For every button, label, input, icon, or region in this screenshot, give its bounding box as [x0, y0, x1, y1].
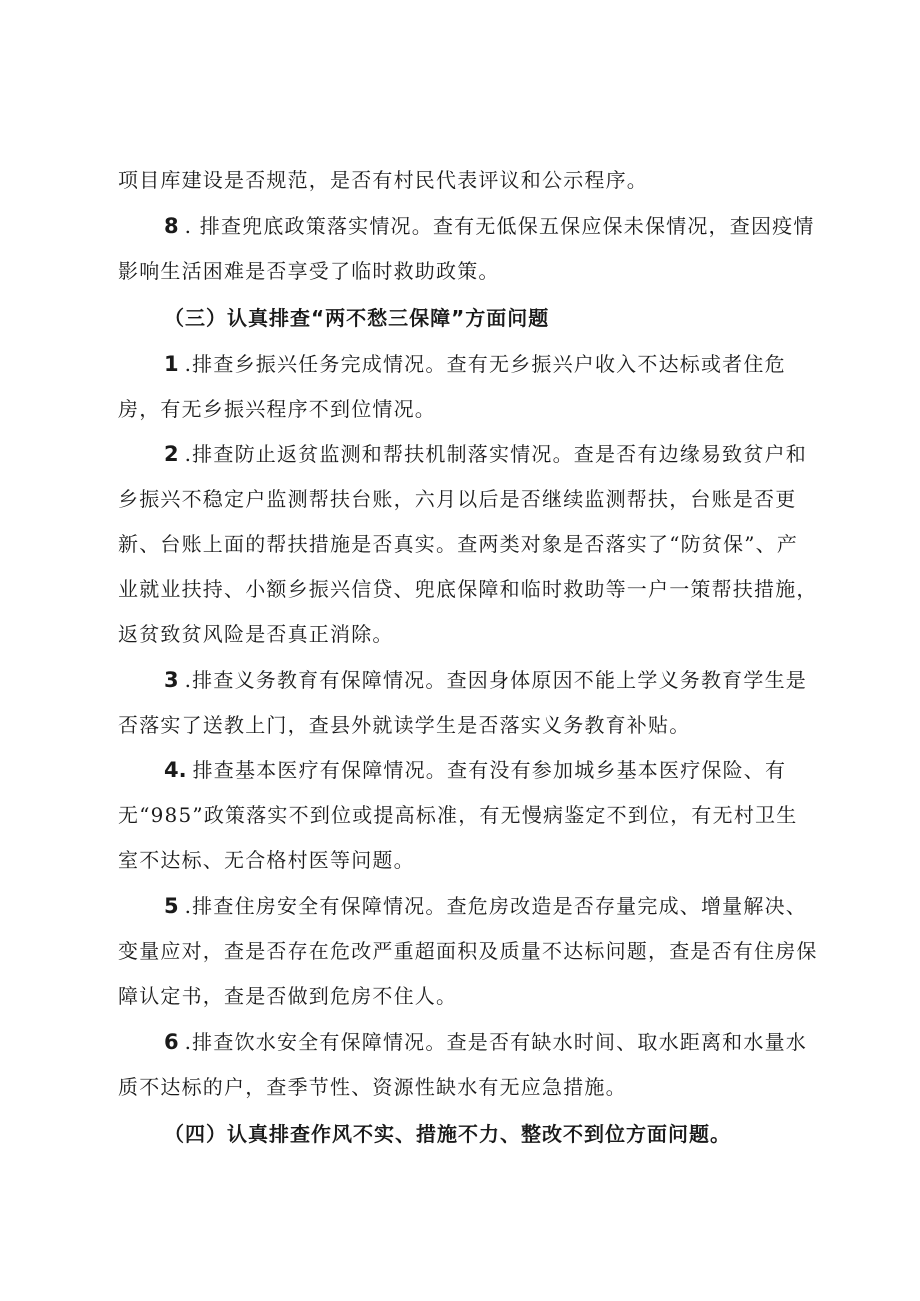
- paragraph-text: .排查饮水安全有保障情况。查是否有缺水时间、取水距离和水量水质不达标的户，查季节性、资源性缺水有无应急措施。: [118, 1030, 807, 1099]
- item-number: 2: [164, 442, 179, 466]
- paragraph-text: .排查防止返贫监测和帮扶机制落实情况。查是否有边缘易致贫户和乡振兴不稳定户监测帮扶台账，六月以后是否继续监测帮扶，台账是否更新、台账上面的帮扶措施是否真实。查两类对象是否落实了“防贫保”、产业就业扶持、小额乡振兴信贷、兜底保障和临时救助等一户一策帮扶措施，返贫致贫风险是否真正消除。: [118, 442, 818, 646]
- paragraph-item-5: [118, 884, 818, 1019]
- paragraph-project-library: [118, 158, 818, 203]
- item-number: 6: [164, 1030, 179, 1054]
- paragraph-text: .排查义务教育有保障情况。查因身体原因不能上学义务教育学生是否落实了送教上门，查县外就读学生是否落实义务教育补贴。: [118, 668, 807, 737]
- paragraph-text: 项目库建设是否规范，是否有村民代表评议和公示程序。: [118, 168, 648, 192]
- paragraph-text: . 排查兜底政策落实情况。查有无低保五保应保未保情况，查因疫情影响生活困难是否享受了临时救助政策。: [118, 214, 815, 283]
- item-number: 5: [164, 894, 179, 918]
- paragraph-text: 排查基本医疗有保障情况。查有没有参加城乡基本医疗保险、有无“985”政策落实不到位或提高标准，有无慢病鉴定不到位，有无村卫生室不达标、无合格村医等问题。: [118, 758, 798, 872]
- paragraph-text: .排查乡振兴任务完成情况。查有无乡振兴户收入不达标或者住危房，有无乡振兴程序不到位情况。: [118, 352, 786, 421]
- section-heading-3: （三）认真排查“两不愁三保障”方面问题: [164, 306, 550, 330]
- item-number: 3: [164, 668, 179, 692]
- paragraph-item-3: [118, 658, 818, 748]
- paragraph-text: .排查住房安全有保障情况。查危房改造是否存量完成、增量解决、变量应对，查是否存在危改严重超面积及质量不达标问题，查是否有住房保障认定书，查是否做到危房不住人。: [118, 894, 818, 1008]
- paragraph-item-1: [118, 342, 818, 432]
- paragraph-item-2: [118, 432, 818, 657]
- item-number: 1: [164, 352, 179, 376]
- item-number: 8: [164, 214, 179, 238]
- section-heading-4: （四）认真排查作风不实、措施不力、整改不到位方面问题。: [164, 1122, 731, 1146]
- paragraph-item-6: [118, 1020, 818, 1110]
- paragraph-item-8: [118, 204, 818, 294]
- paragraph-item-4: [118, 748, 818, 883]
- item-number: 4.: [164, 758, 187, 782]
